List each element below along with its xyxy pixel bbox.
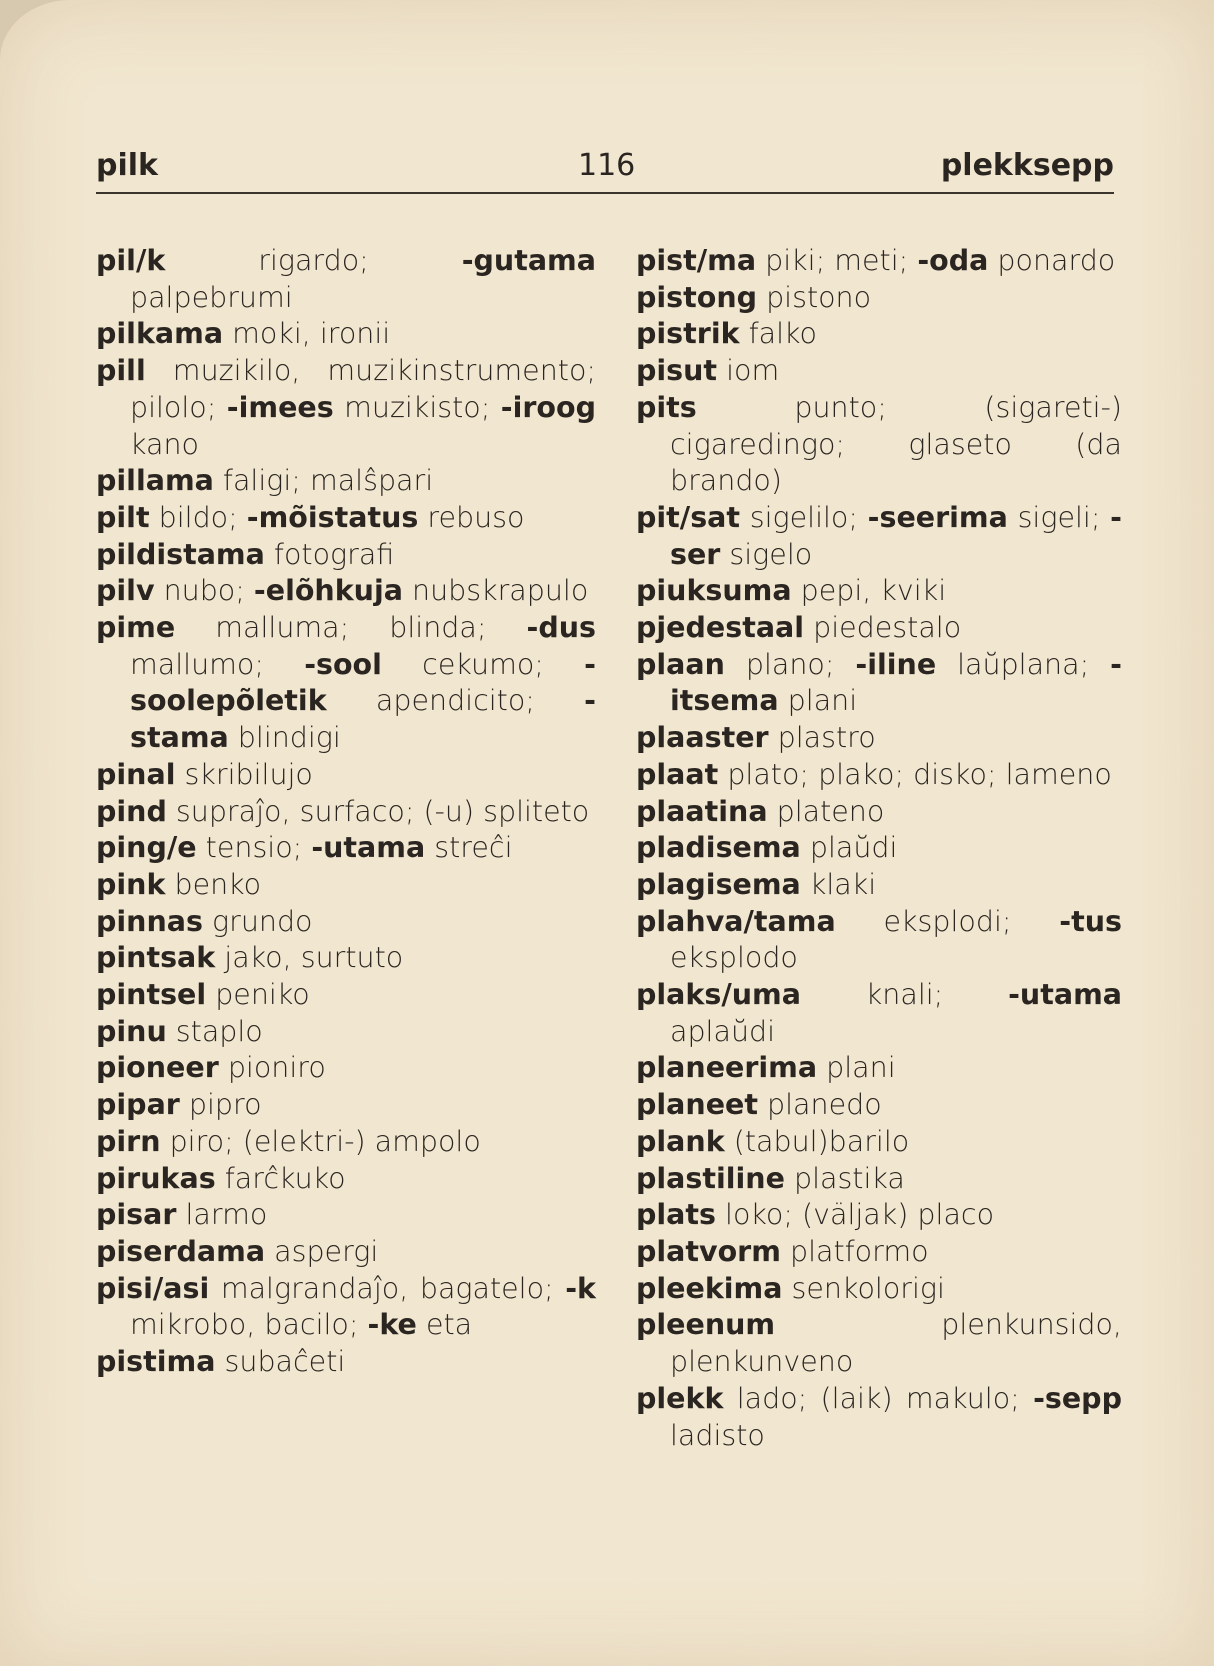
headword: pillama	[96, 464, 214, 498]
dictionary-entry	[636, 757, 1122, 794]
translation: apendicito;	[326, 684, 585, 718]
translation: kano	[130, 427, 199, 461]
translation: streĉi	[425, 831, 513, 865]
headword: pit/sat	[636, 500, 741, 534]
translation: blindigi	[228, 721, 341, 755]
translation: piedestalo	[804, 611, 962, 645]
derived-headword: -tus	[1059, 904, 1122, 938]
translation: senkolorigi	[782, 1271, 945, 1305]
headword: plaks/uma	[636, 978, 801, 1012]
dictionary-entry	[636, 573, 1122, 610]
dictionary-entry	[636, 390, 1122, 500]
dictionary-entry	[96, 463, 596, 500]
dictionary-entry	[636, 794, 1122, 831]
right-column	[636, 243, 1122, 1454]
derived-headword: -stama	[130, 684, 596, 755]
headword: pink	[96, 867, 166, 901]
dictionary-entry	[96, 1234, 596, 1271]
header-last-word: plekksepp	[940, 148, 1114, 183]
headword: pime	[96, 611, 176, 645]
dictionary-entry	[96, 353, 596, 463]
dictionary-entry	[96, 977, 596, 1014]
translation: piki; meti;	[756, 244, 918, 277]
dictionary-entry	[636, 1307, 1122, 1380]
translation: bildo;	[149, 500, 247, 534]
dictionary-entry	[96, 1271, 596, 1344]
translation: sigelo	[720, 537, 813, 571]
translation: knali;	[800, 978, 1009, 1012]
dictionary-entry	[96, 1197, 596, 1234]
translation: tensio;	[196, 831, 312, 865]
dictionary-entry	[636, 867, 1122, 904]
translation: rigardo;	[165, 244, 462, 277]
headword: pinu	[96, 1014, 167, 1048]
translation: eksplodo	[670, 941, 798, 975]
translation: pipro	[179, 1088, 262, 1122]
translation: punto; (sigareti-) cigaredingo; glaseto (da brando)	[670, 390, 1122, 498]
dictionary-entry	[96, 1161, 596, 1198]
translation: farĉkuko	[215, 1161, 346, 1195]
translation: ponardo	[988, 244, 1116, 277]
header-first-word: pilk	[96, 148, 158, 183]
dictionary-entry	[96, 794, 596, 831]
translation: plenkunsido, plenkunveno	[670, 1308, 1122, 1379]
derived-headword: -iroog	[500, 390, 596, 424]
headword: pilkama	[96, 317, 224, 351]
dictionary-entry	[96, 940, 596, 977]
translation: nubo;	[154, 574, 254, 608]
headword: ping/e	[96, 831, 197, 865]
derived-headword: -soolepõletik	[130, 647, 596, 718]
headword: plahva/tama	[636, 904, 836, 938]
headword: plekk	[636, 1381, 724, 1415]
headword: pisi/asi	[96, 1271, 210, 1305]
derived-headword: -seerima	[867, 500, 1008, 534]
dictionary-entry	[96, 867, 596, 904]
translation: jako, surtuto	[215, 941, 404, 975]
derived-headword: -sepp	[1033, 1381, 1122, 1415]
headword: planeerima	[636, 1051, 818, 1085]
dictionary-entry	[96, 1087, 596, 1124]
translation: pepi, kviki	[791, 574, 947, 608]
dictionary-entry	[636, 353, 1122, 390]
translation: sigeli;	[1007, 500, 1111, 534]
dictionary-entry	[96, 830, 596, 867]
derived-headword: -itsema	[670, 647, 1122, 718]
dictionary-entry	[636, 610, 1122, 647]
headword: pinnas	[96, 904, 203, 938]
headword: pits	[636, 390, 697, 424]
derived-headword: -k	[565, 1271, 596, 1305]
derived-headword: -imees	[226, 390, 334, 424]
translation: mikrobo, bacilo;	[130, 1308, 368, 1342]
headword: pinal	[96, 757, 176, 791]
headword: plaat	[636, 757, 719, 791]
dictionary-entry	[96, 1344, 596, 1381]
dictionary-entry	[96, 757, 596, 794]
translation: sigelilo;	[740, 500, 868, 534]
headword: pirn	[96, 1124, 161, 1158]
headword: pirukas	[96, 1161, 216, 1195]
dictionary-entry	[96, 243, 596, 316]
headword: pisar	[96, 1198, 177, 1232]
translation: eksplodi;	[835, 904, 1060, 938]
dictionary-entry	[636, 243, 1122, 280]
translation: plano;	[724, 647, 856, 681]
derived-headword: -sool	[304, 647, 382, 681]
dictionary-entry	[96, 610, 596, 757]
headword: pleenum	[636, 1308, 776, 1342]
dictionary-entry	[96, 573, 596, 610]
headword: piserdama	[96, 1234, 266, 1268]
translation: plateno	[767, 794, 885, 828]
translation: staplo	[166, 1014, 263, 1048]
derived-headword: -ke	[367, 1308, 417, 1342]
translation: larmo	[176, 1198, 268, 1232]
headword: pintsak	[96, 941, 216, 975]
derived-headword: -mõistatus	[246, 500, 419, 534]
translation: plastika	[784, 1161, 905, 1195]
dictionary-entry	[636, 647, 1122, 720]
translation: platformo	[780, 1234, 929, 1268]
dictionary-entry	[636, 1161, 1122, 1198]
headword: plaaster	[636, 721, 769, 755]
dictionary-entry	[636, 1087, 1122, 1124]
translation: (tabul)barilo	[724, 1124, 910, 1158]
dictionary-entry	[636, 1271, 1122, 1308]
headword: pistrik	[636, 317, 740, 351]
dictionary-entry	[636, 500, 1122, 573]
dictionary-entry	[96, 1124, 596, 1161]
derived-headword: -ser	[670, 500, 1122, 571]
dictionary-entry	[636, 280, 1122, 317]
translation: plastro	[768, 721, 876, 755]
translation: laŭplana;	[936, 647, 1111, 681]
headword: pildistama	[96, 537, 265, 571]
dictionary-entry	[636, 1197, 1122, 1234]
headword: pil/k	[96, 244, 166, 277]
translation: supraĵo, surfaco; (-u) spliteto	[166, 794, 590, 828]
translation: plani	[817, 1051, 896, 1085]
translation: faligi; malŝpari	[213, 464, 434, 498]
dictionary-entry	[636, 977, 1122, 1050]
translation: fotografi	[264, 537, 395, 571]
headword: pipar	[96, 1088, 180, 1122]
headword: pioneer	[96, 1051, 219, 1085]
headword: pisut	[636, 354, 718, 388]
translation: aspergi	[265, 1234, 379, 1268]
headword: piuksuma	[636, 574, 792, 608]
page-header	[96, 148, 1114, 194]
dictionary-entry	[96, 1050, 596, 1087]
dictionary-entry	[636, 830, 1122, 867]
translation: cekumo;	[381, 647, 585, 681]
headword: pist/ma	[636, 244, 757, 277]
translation: nubskrapulo	[402, 574, 589, 608]
headword: plastiline	[636, 1161, 785, 1195]
translation: piro; (elektri-) ampolo	[160, 1124, 481, 1158]
translation: muzikisto;	[333, 390, 501, 424]
dictionary-entry	[636, 1381, 1122, 1454]
headword: pistima	[96, 1345, 216, 1379]
headword: pintsel	[96, 978, 207, 1012]
translation: subaĉeti	[215, 1345, 346, 1379]
translation: klaki	[800, 867, 877, 901]
derived-headword: -utama	[1008, 978, 1122, 1012]
translation: moki, ironii	[223, 317, 391, 351]
derived-headword: -iline	[855, 647, 937, 681]
translation: falko	[739, 317, 817, 351]
headword: pleekima	[636, 1271, 783, 1305]
dictionary-entry	[96, 316, 596, 353]
dictionary-entry	[636, 1234, 1122, 1271]
headword: plagisema	[636, 867, 801, 901]
headword: planeet	[636, 1088, 758, 1122]
dictionary-entry	[96, 537, 596, 574]
page-number: 116	[578, 148, 636, 183]
dictionary-entry	[96, 1014, 596, 1051]
headword: pilt	[96, 500, 150, 534]
dictionary-entry	[636, 316, 1122, 353]
headword: pilv	[96, 574, 155, 608]
translation: iom	[717, 354, 780, 388]
derived-headword: -oda	[917, 244, 989, 277]
translation: loko; (väljak) placo	[716, 1198, 995, 1232]
translation: skribilujo	[175, 757, 313, 791]
translation: grundo	[202, 904, 313, 938]
translation: eta	[416, 1308, 473, 1342]
translation: palpebrumi	[130, 280, 293, 314]
headword: pistong	[636, 280, 758, 314]
dictionary-entry	[636, 1050, 1122, 1087]
translation: mallumo;	[130, 647, 305, 681]
translation: aplaŭdi	[670, 1014, 776, 1048]
headword: plank	[636, 1124, 725, 1158]
headword: pill	[96, 354, 146, 388]
translation: peniko	[206, 978, 310, 1012]
derived-headword: -gutama	[461, 244, 596, 277]
dictionary-entry	[636, 720, 1122, 757]
translation: plani	[778, 684, 858, 718]
dictionary-entry	[96, 500, 596, 537]
headword: pind	[96, 794, 167, 828]
headword: platvorm	[636, 1234, 781, 1268]
dictionary-entry	[96, 904, 596, 941]
translation: pistono	[757, 280, 872, 314]
derived-headword: -dus	[526, 611, 596, 645]
translation: pioniro	[218, 1051, 326, 1085]
translation: lado; (laik) makulo;	[723, 1381, 1034, 1415]
headword: plaan	[636, 647, 725, 681]
headword: pjedestaal	[636, 611, 805, 645]
translation: malgrandaĵo, bagatelo;	[209, 1271, 566, 1305]
derived-headword: -elõhkuja	[253, 574, 403, 608]
headword: pladisema	[636, 831, 801, 865]
dictionary-entry	[636, 1124, 1122, 1161]
translation: plato; plako; disko; lameno	[718, 757, 1112, 791]
translation: muzikilo, muzikinstrumento; pilolo;	[130, 354, 596, 424]
translation: ladisto	[670, 1418, 765, 1452]
dictionary-entry	[636, 904, 1122, 977]
translation: plaŭdi	[800, 831, 898, 865]
left-column	[96, 243, 596, 1381]
headword: plaatina	[636, 794, 768, 828]
headword: plats	[636, 1198, 716, 1232]
translation: malluma; blinda;	[175, 611, 527, 645]
translation: rebuso	[418, 500, 525, 534]
translation: benko	[165, 867, 262, 901]
derived-headword: -utama	[311, 831, 426, 865]
translation: planedo	[757, 1088, 882, 1122]
